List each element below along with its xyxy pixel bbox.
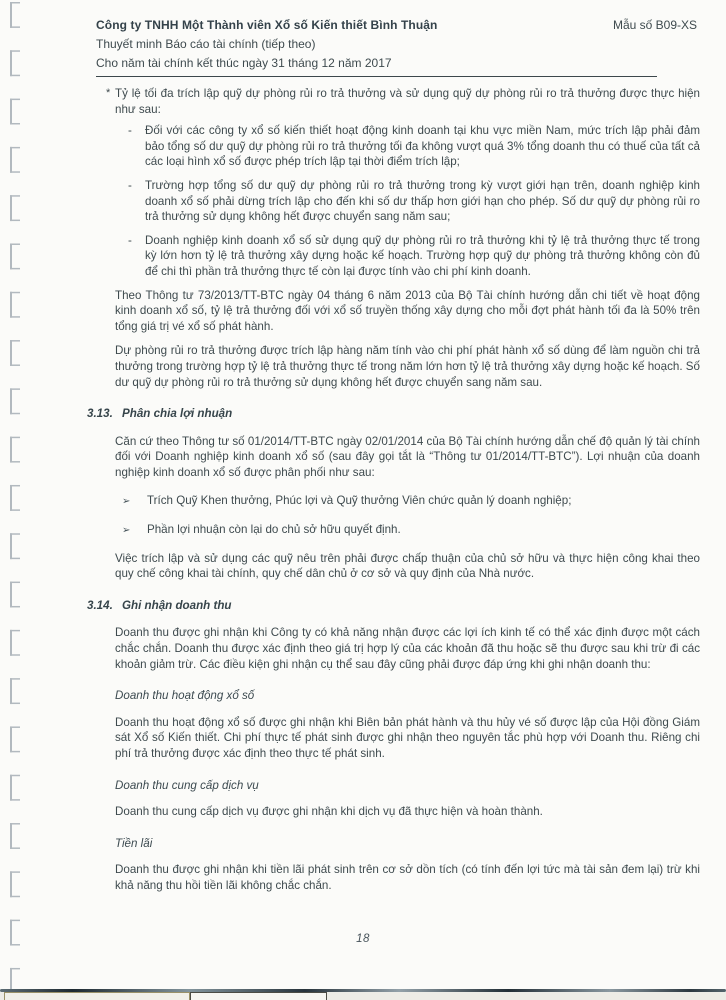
section-title: Phân chia lợi nhuận [122,407,233,421]
section-title: Ghi nhận doanh thu [122,598,232,612]
report-subtitle: Thuyết minh Báo cáo tài chính (tiếp theo) [96,37,316,51]
paragraph-service-revenue: Doanh thu cung cấp dịch vụ được ghi nhận khi dịch vụ đã thực hiện và hoàn thành. [115,805,543,819]
dash-bullet-icon: - [128,178,132,192]
dash-item [128,123,700,170]
header-divider [96,76,657,77]
page-number: 18 [356,933,370,945]
paragraph-lottery-revenue: Doanh thu hoạt động xổ số được ghi nhận khi Biên bản phát hành và thu hủy vé số được lập của Hội đồng Giám sát Xổ số Kiến thiết. Chi phí thực tế phát sinh được ghi nhận theo nguyên tắc phù hợp với Doanh thu. Riêng chi phí trả thưởng được xác định theo thực tế phát sinh. [115,715,700,760]
paragraph-313-intro: Căn cứ theo Thông tư số 01/2014/TT-BTC ngày 02/01/2014 của Bộ Tài chính hướng dẫn chế độ quản lý tài chính đối với Doanh nghiệp kinh doanh xổ số (sau đây gọi tắt là “Thông tư 01/2014/TT-BTC”). Lợi nhuận của doanh nghiệp kinh doanh xổ số được phân phối như sau: [115,434,700,479]
section-heading-3-14 [87,598,700,614]
bottom-scan-strip [0,992,726,1000]
subheading-interest-income: Tiền lãi [115,836,153,850]
arrow-item [122,522,700,539]
dash-item [128,233,700,280]
scan-strip-segment [190,992,327,1000]
dash-item-text: Doanh nghiệp kinh doanh xổ số sử dụng quỹ dự phòng rủi ro trả thưởng khi tỷ lệ trả thưởng thực tế trong kỳ lớn hơn tỷ lệ trả thưởng xây dựng hoặc kế hoạch. Trường hợp quỹ dự phòng trả thưởng không còn đủ để chi thì phần trả thưởng thực tế còn lại được tính vào chi phí kinh doanh. [145,233,700,278]
section-number: 3.14. [87,598,113,612]
document-body [87,86,700,903]
dash-item-text: Đối với các công ty xổ số kiến thiết hoạt động kinh doanh tại khu vực miền Nam, mức trích lập phải đảm bảo tổng số dư quỹ dự phòng rủi ro trả thưởng tối đa không vượt quá 3% tổng doanh thu có thuế của tất cả các loại hình xổ số được phép trích lập tại thời điểm trích lập; [145,124,700,169]
section-heading-3-13 [87,406,700,422]
section-number: 3.13. [87,407,113,421]
paragraph-interest-income: Doanh thu được ghi nhận khi tiền lãi phát sinh trên cơ sở dồn tích (có tính đến lợi tức mà tài sản đem lại) trừ khi khả năng thu hồi tiền lãi không chắc chắn. [115,863,700,892]
arrow-bullet-icon: ➢ [122,525,131,537]
arrow-bullet-icon: ➢ [122,496,131,508]
form-number: Mẫu số B09-XS [612,18,697,32]
paragraph-313-closing: Việc trích lập và sử dụng các quỹ nêu trên phải được chấp thuận của chủ sở hữu và thực hiện công khai theo quy chế công khai tài chính, quy chế dân chủ ở cơ sở và quy định của Nhà nước. [115,551,700,581]
arrow-item [122,493,700,510]
dash-bullet-icon: - [128,124,132,138]
dash-item-text: Trường hợp tổng số dư quỹ dự phòng rủi ro trả thưởng trong kỳ vượt giới hạn trên, doanh nghiệp kinh doanh xổ số phải dừng trích lập cho đến khi số dư thấp hơn giới hạn cho phép. Số dư quỹ dự phòng rủi ro trả thưởng sử dụng không hết được chuyển sang năm sau; [145,178,700,224]
subheading-service-revenue: Doanh thu cung cấp dịch vụ [115,778,259,792]
left-punch-marks-decoration [10,2,23,990]
subheading-lottery-revenue: Doanh thu hoạt động xổ số [115,689,255,703]
scan-strip-segment [4,992,190,1000]
bullet-paragraph-text: Tỷ lệ tối đa trích lập quỹ dự phòng rủi ro trả thưởng và sử dụng quỹ dự phòng rủi ro trả thưởng được thực hiện như sau: [115,87,700,116]
bullet-paragraph [106,86,700,117]
fiscal-period: Cho năm tài chính kết thúc ngày 31 tháng 12 năm 2017 [96,56,392,70]
dash-bullet-icon: - [128,233,132,247]
arrow-item-text: Phần lợi nhuận còn lại do chủ sở hữu quyết định. [147,523,401,537]
paragraph-provision: Dự phòng rủi ro trả thưởng được trích lập hàng năm tính vào chi phí phát hành xổ số dùng để làm nguồn chi trả thưởng trong trường hợp tỷ lệ trả thưởng thực tế trong năm lớn hơn tỷ lệ trả thưởng xây dựng hoặc kế hoạch. Số dư quỹ dự phòng rủi ro trả thưởng sử dụng không hết được chuyển sang năm sau. [115,344,700,389]
asterisk-bullet-icon: * [106,87,111,99]
company-name: Công ty TNHH Một Thành viên Xổ số Kiến thiết Bình Thuận [96,18,438,32]
paragraph-circular-73: Theo Thông tư 73/2013/TT-BTC ngày 04 tháng 6 năm 2013 của Bộ Tài chính hướng dẫn chi tiết về hoạt động kinh doanh xổ số, tỷ lệ trả thưởng đối với xổ số truyền thống xây dựng cho mỗi đợt phát hành tối đa là 50% trên tổng giá trị vé xổ số phát hành. [115,288,700,333]
paragraph-314-intro: Doanh thu được ghi nhận khi Công ty có khả năng nhận được các lợi ích kinh tế có thể xác định được một cách chắc chắn. Doanh thu được xác định theo giá trị hợp lý của các khoản đã thu hoặc sẽ thu được sau khi trừ đi các khoản giảm trừ. Các điều kiện ghi nhận cụ thể sau đây cũng phải được đáp ứng khi ghi nhận doanh thu: [115,626,700,671]
dash-item [128,178,700,225]
document-header [96,16,697,77]
arrow-item-text: Trích Quỹ Khen thưởng, Phúc lợi và Quỹ thưởng Viên chức quản lý doanh nghiệp; [147,494,572,508]
